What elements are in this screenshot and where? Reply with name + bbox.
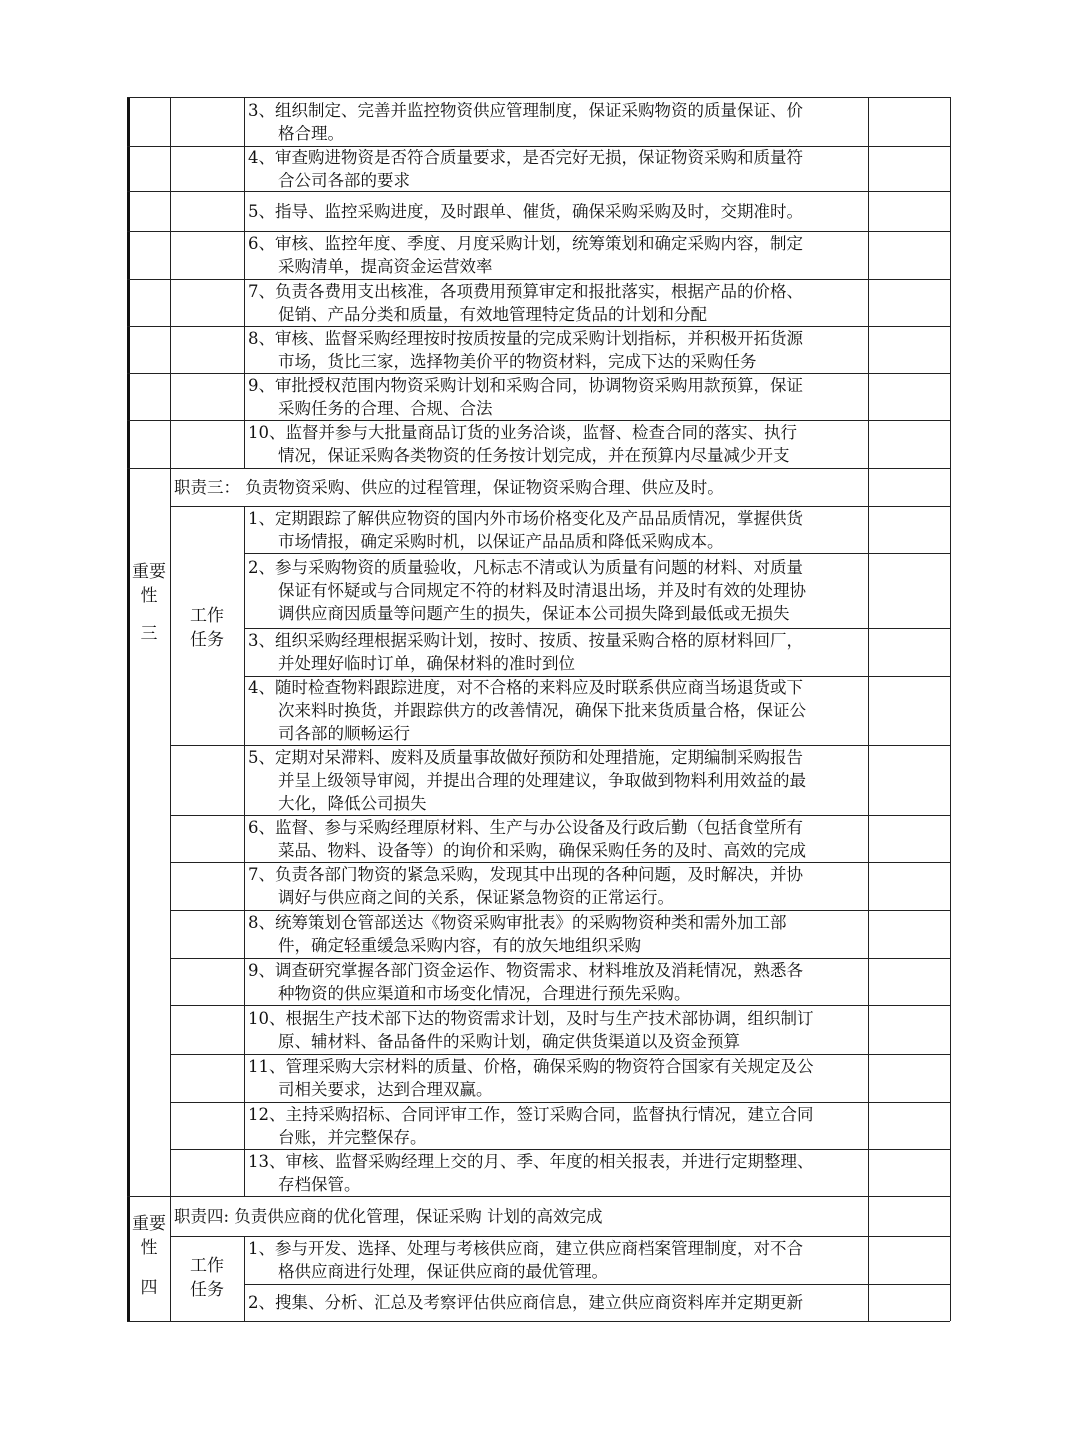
task-item [248,374,864,420]
table-divider-col2 [244,97,245,146]
text-line: 市场情报，确定采购时机，以保证产品品质和降低采购成本。 [278,532,724,551]
table-divider-col3 [868,910,869,958]
row-divider [170,1005,950,1006]
text-line: 8、审核、监督采购经理按时按质按量的完成采购计划指标，并积极开拓货源 [248,329,803,348]
task-label-three: 工作 任务 [190,606,224,650]
text-line: 2、搜集、分析、汇总及考察评估供应商信息，建立供应商资料库并定期更新 [248,1293,803,1312]
task-item [248,1150,864,1196]
table-divider-col3 [868,97,869,146]
responsibility-heading [174,1205,864,1228]
task-item [248,1237,864,1283]
table-divider-col2 [244,815,245,862]
text-line: 件，确定轻重缓急采购内容，有的放矢地组织采购 [278,936,641,955]
table-divider-col2 [244,1284,245,1321]
table-divider-col3 [868,1196,869,1236]
text-line: 8、统筹策划仓管部送达《物资采购审批表》的采购物资种类和需外加工部 [248,913,787,932]
text-line: 种物资的供应渠道和市场变化情况，合理进行预先采购。 [278,984,691,1003]
text-line: 7、负责各费用支出核准，各项费用预算审定和报批落实，根据产品的价格、 [248,282,803,301]
task-item [248,1007,864,1053]
text-line: 9、审批授权范围内物资采购计划和采购合同，协调物资采购用款预算，保证 [248,376,803,395]
table-divider-col2 [244,279,245,326]
text-line: 原、辅材料、备品备件的采购计划，确定供货渠道以及资金预算 [278,1032,740,1051]
row-divider [127,1196,950,1197]
table-divider-col3 [868,420,869,468]
text-line: 台账，并完整保存。 [278,1128,427,1147]
text-line: 2、参与采购物资的质量验收，凡标志不清或认为质量有问题的材料、对质量 [248,558,803,577]
text-line: 菜品、物料、设备等）的询价和采购，确保采购任务的及时、高效的完成 [278,841,806,860]
text-line: 1、定期跟踪了解供应物资的国内外市场价格变化及产品品质情况，掌握供货 [248,509,803,528]
table-divider-col2 [244,420,245,468]
text-line: 保证有怀疑或与合同规定不符的材料及时清退出场，并及时有效的处理协 [278,581,806,600]
text-line: 司各部的顺畅运行 [278,724,410,743]
table-divider-col3 [868,1149,869,1196]
table-divider-col3 [868,745,869,815]
table-divider-col2 [244,1005,245,1054]
table-divider-col3 [868,1054,869,1102]
task-label-four: 工作 任务 [190,1256,224,1300]
row-divider [127,1321,950,1322]
task-item [248,816,864,862]
text-line: 1、参与开发、选择、处理与考核供应商，建立供应商档案管理制度，对不合 [248,1239,803,1258]
text-line: 3、组织采购经理根据采购计划，按时、按质、按量采购合格的原材料回厂， [248,631,803,650]
task-item [248,280,864,326]
task-item [248,99,864,145]
task-item [248,1103,864,1149]
table-divider-col2 [244,1102,245,1149]
task-item [248,629,864,675]
text-line: 格合理。 [278,124,344,143]
task-item [248,232,864,278]
table-divider-col2 [244,1149,245,1196]
text-line: 10、根据生产技术部下达的物资需求计划，及时与生产技术部协调，组织制订 [248,1009,814,1028]
text-line: 存档保管。 [278,1175,361,1194]
text-line: 调供应商因质量等问题产生的损失，保证本公司损失降到最低或无损失 [278,604,790,623]
row-divider [244,1284,950,1285]
text-line: 职责四: 负责供应商的优化管理，保证采购 计划的高效完成 [174,1207,603,1226]
table-divider-col2 [244,1054,245,1102]
table-divider-col2 [244,862,245,910]
task-item [248,676,864,745]
text-line: 12、主持采购招标、合同评审工作，签订采购合同，监督执行情况，建立合同 [248,1105,814,1124]
table-divider-col3 [868,1005,869,1054]
table-divider-col3 [868,373,869,420]
table-divider-col3 [868,1102,869,1149]
task-item [248,959,864,1005]
table-divider-col3 [868,815,869,862]
table-divider-col2 [244,191,245,231]
task-item [248,1055,864,1101]
row-divider [244,553,950,554]
table-divider-col2 [244,326,245,373]
table-divider-col3 [868,191,869,231]
table-divider-col1 [170,97,171,1321]
text-line: 6、监督、参与采购经理原材料、生产与办公设备及行政后勤（包括食堂所有 [248,818,803,837]
importance-label-three: 重要 性 三 [132,562,166,644]
table-divider-col3 [868,326,869,373]
text-line: 促销、产品分类和质量，有效地管理特定货品的计划和分配 [278,305,707,324]
table-divider-col3 [868,676,869,745]
table-divider-col2 [244,958,245,1005]
text-line: 合公司各部的要求 [278,171,410,190]
table-border-left [127,97,130,1321]
task-item [248,200,864,223]
responsibility-heading [174,476,864,499]
task-item [248,556,864,625]
text-line: 并处理好临时订单，确保材料的准时到位 [278,654,575,673]
text-line: 采购任务的合理、合规、合法 [278,399,493,418]
table-divider-col3 [868,468,869,506]
text-line: 4、随时检查物料跟踪进度，对不合格的来料应及时联系供应商当场退货或下 [248,678,803,697]
text-line: 市场，货比三家，选择物美价平的物资材料，完成下达的采购任务 [278,352,757,371]
task-item [248,911,864,957]
task-item [248,1291,864,1314]
table-border-right [950,97,951,1321]
text-line: 10、监督并参与大批量商品订货的业务洽谈，监督、检查合同的落实、执行 [248,423,797,442]
table-divider-col2 [244,231,245,279]
table-divider-col3 [868,279,869,326]
table-divider-col3 [868,862,869,910]
text-line: 司相关要求，达到合理双赢。 [278,1080,493,1099]
task-item [248,863,864,909]
row-divider [127,468,950,469]
text-line: 9、调查研究掌握各部门资金运作、物资需求、材料堆放及消耗情况，熟悉各 [248,961,803,980]
text-line: 11、管理采购大宗材料的质量、价格，确保采购的物资符合国家有关规定及公 [248,1057,814,1076]
table-divider-col3 [868,628,869,676]
text-line: 7、负责各部门物资的紧急采购，发现其中出现的各种问题，及时解决，并协 [248,865,803,884]
table-divider-col3 [868,1284,869,1321]
text-line: 13、审核、监督采购经理上交的月、季、年度的相关报表，并进行定期整理、 [248,1152,814,1171]
task-item [248,421,864,467]
table-divider-col2 [244,373,245,420]
text-line: 5、定期对呆滞料、废料及质量事故做好预防和处理措施，定期编制采购报告 [248,748,803,767]
table-divider-col3 [868,146,869,191]
text-line: 5、指导、监控采购进度，及时跟单、催货，确保采购采购及时，交期准时。 [248,202,803,221]
task-item [248,746,864,815]
row-divider [127,97,950,98]
table-divider-col3 [868,231,869,279]
table-divider-col3 [868,1236,869,1284]
table-divider-col2 [244,506,245,553]
table-divider-col2 [244,1236,245,1284]
task-item [248,507,864,553]
importance-label-four: 重要 性 四 [132,1214,166,1298]
table-divider-col2 [244,910,245,958]
text-line: 情况，保证采购各类物资的任务按计划完成，并在预算内尽量减少开支 [278,446,790,465]
text-line: 并呈上级领导审阅，并提出合理的处理建议，争取做到物料利用效益的最 [278,771,806,790]
table-divider-col3 [868,506,869,553]
task-item [248,327,864,373]
text-line: 调好与供应商之间的关系，保证紧急物资的正常运行。 [278,888,674,907]
table-divider-col2 [244,628,245,676]
text-line: 格供应商进行处理，保证供应商的最优管理。 [278,1262,608,1281]
text-line: 采购清单，提高资金运营效率 [278,257,493,276]
text-line: 大化，降低公司损失 [278,794,427,813]
table-divider-col2 [244,146,245,191]
text-line: 4、审查购进物资是否符合质量要求，是否完好无损，保证物资采购和质量符 [248,148,803,167]
text-line: 3、组织制定、完善并监控物资供应管理制度，保证采购物资的质量保证、价 [248,101,803,120]
text-line: 6、审核、监控年度、季度、月度采购计划，统筹策划和确定采购内容，制定 [248,234,803,253]
table-divider-col3 [868,553,869,628]
table-divider-col2 [244,676,245,745]
text-line: 次来料时换货，并跟踪供方的改善情况，确保下批来货质量合格，保证公 [278,701,806,720]
text-line: 职责三： 负责物资采购、供应的过程管理，保证物资采购合理、供应及时。 [174,478,724,497]
table-divider-col2 [244,553,245,628]
table-divider-col2 [244,745,245,815]
task-item [248,146,864,192]
table-divider-col3 [868,958,869,1005]
